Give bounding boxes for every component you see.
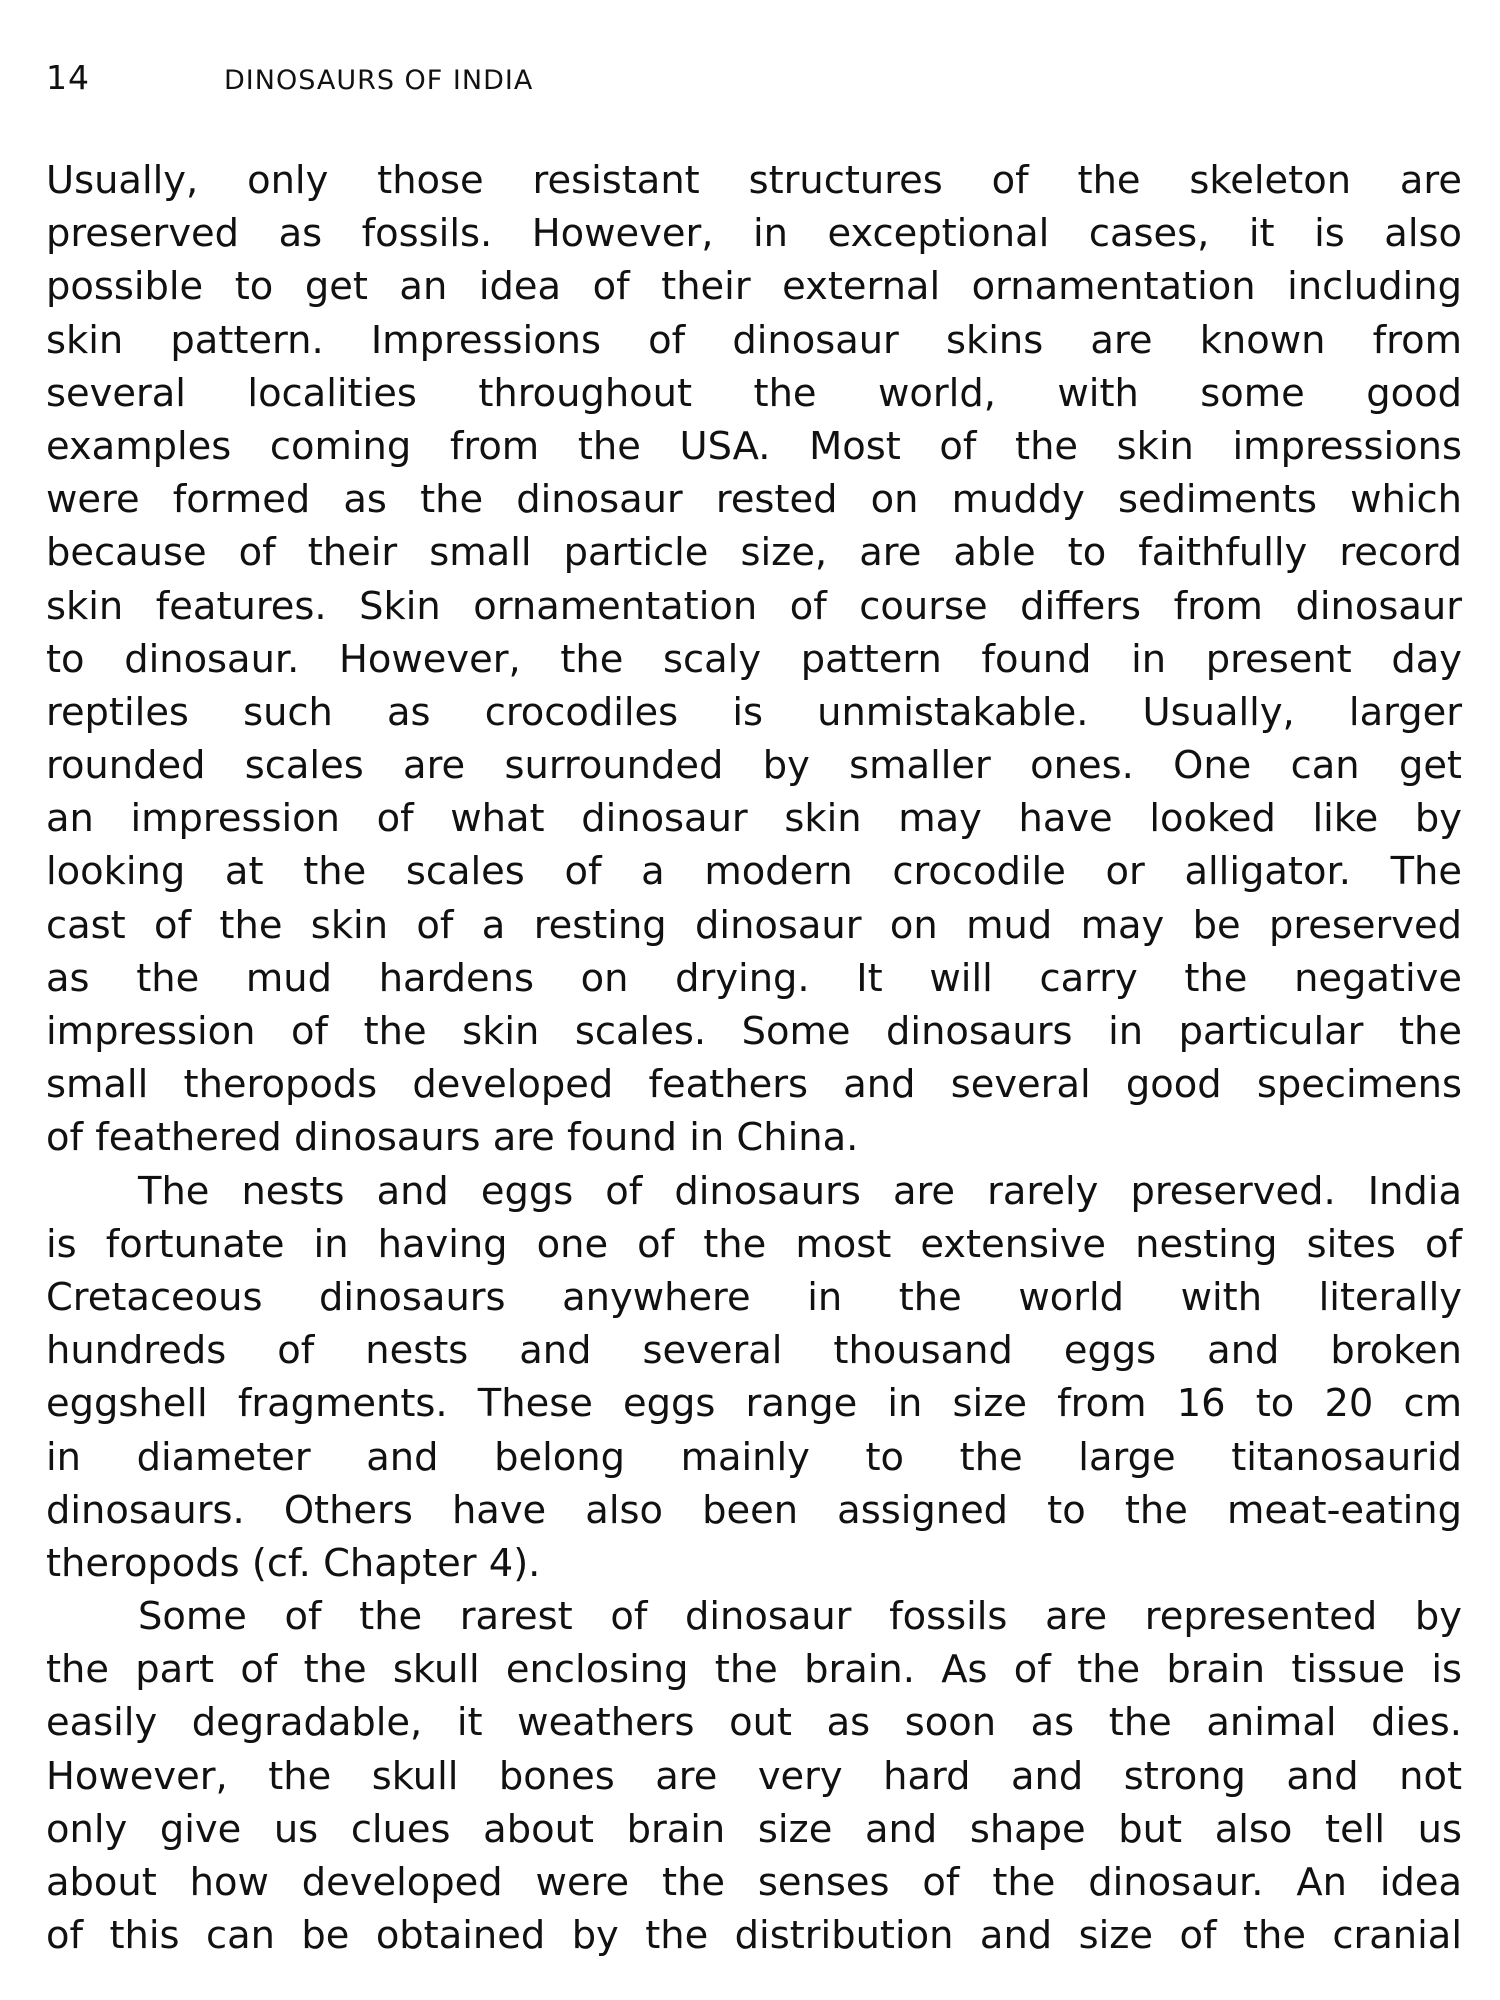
text-line: The nests and eggs of dinosaurs are rarely preserved. India <box>138 1168 1462 1214</box>
text-line: of feathered dinosaurs are found in China. <box>46 1115 859 1161</box>
text-line: skin pattern. Impressions of dinosaur skins are known from <box>46 317 1462 363</box>
text-line: Usually, only those resistant structures of the skeleton are <box>46 158 1462 203</box>
text-line: theropods (cf. Chapter 4). <box>46 1540 541 1586</box>
book-title: DINOSAURS OF INDIA <box>224 65 534 96</box>
text-line: skin features. Skin ornamentation of course differs from dinosaur <box>46 583 1462 629</box>
text-line: preserved as fossils. However, in exceptional cases, it is also <box>46 211 1462 257</box>
body-text <box>46 154 1462 1962</box>
running-head <box>46 58 533 102</box>
text-line: as the mud hardens on drying. It will carry the negative <box>46 955 1462 1001</box>
text-line: dinosaurs. Others have also been assigned to the meat-eating <box>46 1487 1462 1533</box>
text-line: to dinosaur. However, the scaly pattern found in present day <box>46 636 1462 682</box>
text-line: hundreds of nests and several thousand eggs and broken <box>46 1328 1462 1374</box>
text-line: eggshell fragments. These eggs range in size from 16 to 20 cm <box>46 1381 1462 1427</box>
text-line: were formed as the dinosaur rested on muddy sediments which <box>46 477 1462 523</box>
text-line: However, the skull bones are very hard and strong and not <box>46 1753 1462 1799</box>
text-line: small theropods developed feathers and several good specimens <box>46 1062 1462 1108</box>
text-line: rounded scales are surrounded by smaller ones. One can get <box>46 743 1462 789</box>
text-line: the part of the skull enclosing the brain. As of the brain tissue is <box>46 1647 1462 1693</box>
text-line: easily degradable, it weathers out as soon as the animal dies. <box>46 1700 1462 1746</box>
page-number: 14 <box>46 58 90 97</box>
text-line: possible to get an idea of their external ornamentation including <box>46 264 1462 310</box>
text-line: Cretaceous dinosaurs anywhere in the world with literally <box>46 1274 1462 1320</box>
paragraph-1 <box>46 154 1462 1165</box>
text-line: Some of the rarest of dinosaur fossils are represented by <box>138 1594 1462 1640</box>
text-line: because of their small particle size, are able to faithfully record <box>46 530 1462 576</box>
text-line: looking at the scales of a modern crocodile or alligator. The <box>46 849 1462 895</box>
text-line: of this can be obtained by the distribution and size of the cranial <box>46 1913 1462 1959</box>
text-line: reptiles such as crocodiles is unmistakable. Usually, larger <box>46 689 1462 735</box>
text-line: is fortunate in having one of the most extensive nesting sites of <box>46 1221 1462 1267</box>
text-line: cast of the skin of a resting dinosaur on mud may be preserved <box>46 902 1462 948</box>
text-line: an impression of what dinosaur skin may have looked like by <box>46 796 1462 842</box>
text-line: only give us clues about brain size and shape but also tell us <box>46 1806 1462 1852</box>
paragraph-2 <box>46 1165 1462 1591</box>
text-line: about how developed were the senses of the dinosaur. An idea <box>46 1860 1462 1905</box>
text-line: examples coming from the USA. Most of the skin impressions <box>46 423 1462 469</box>
text-line: in diameter and belong mainly to the large titanosaurid <box>46 1434 1462 1480</box>
text-line: several localities throughout the world, with some good <box>46 370 1462 416</box>
text-line: impression of the skin scales. Some dinosaurs in particular the <box>46 1009 1462 1054</box>
paragraph-3 <box>46 1590 1462 1962</box>
